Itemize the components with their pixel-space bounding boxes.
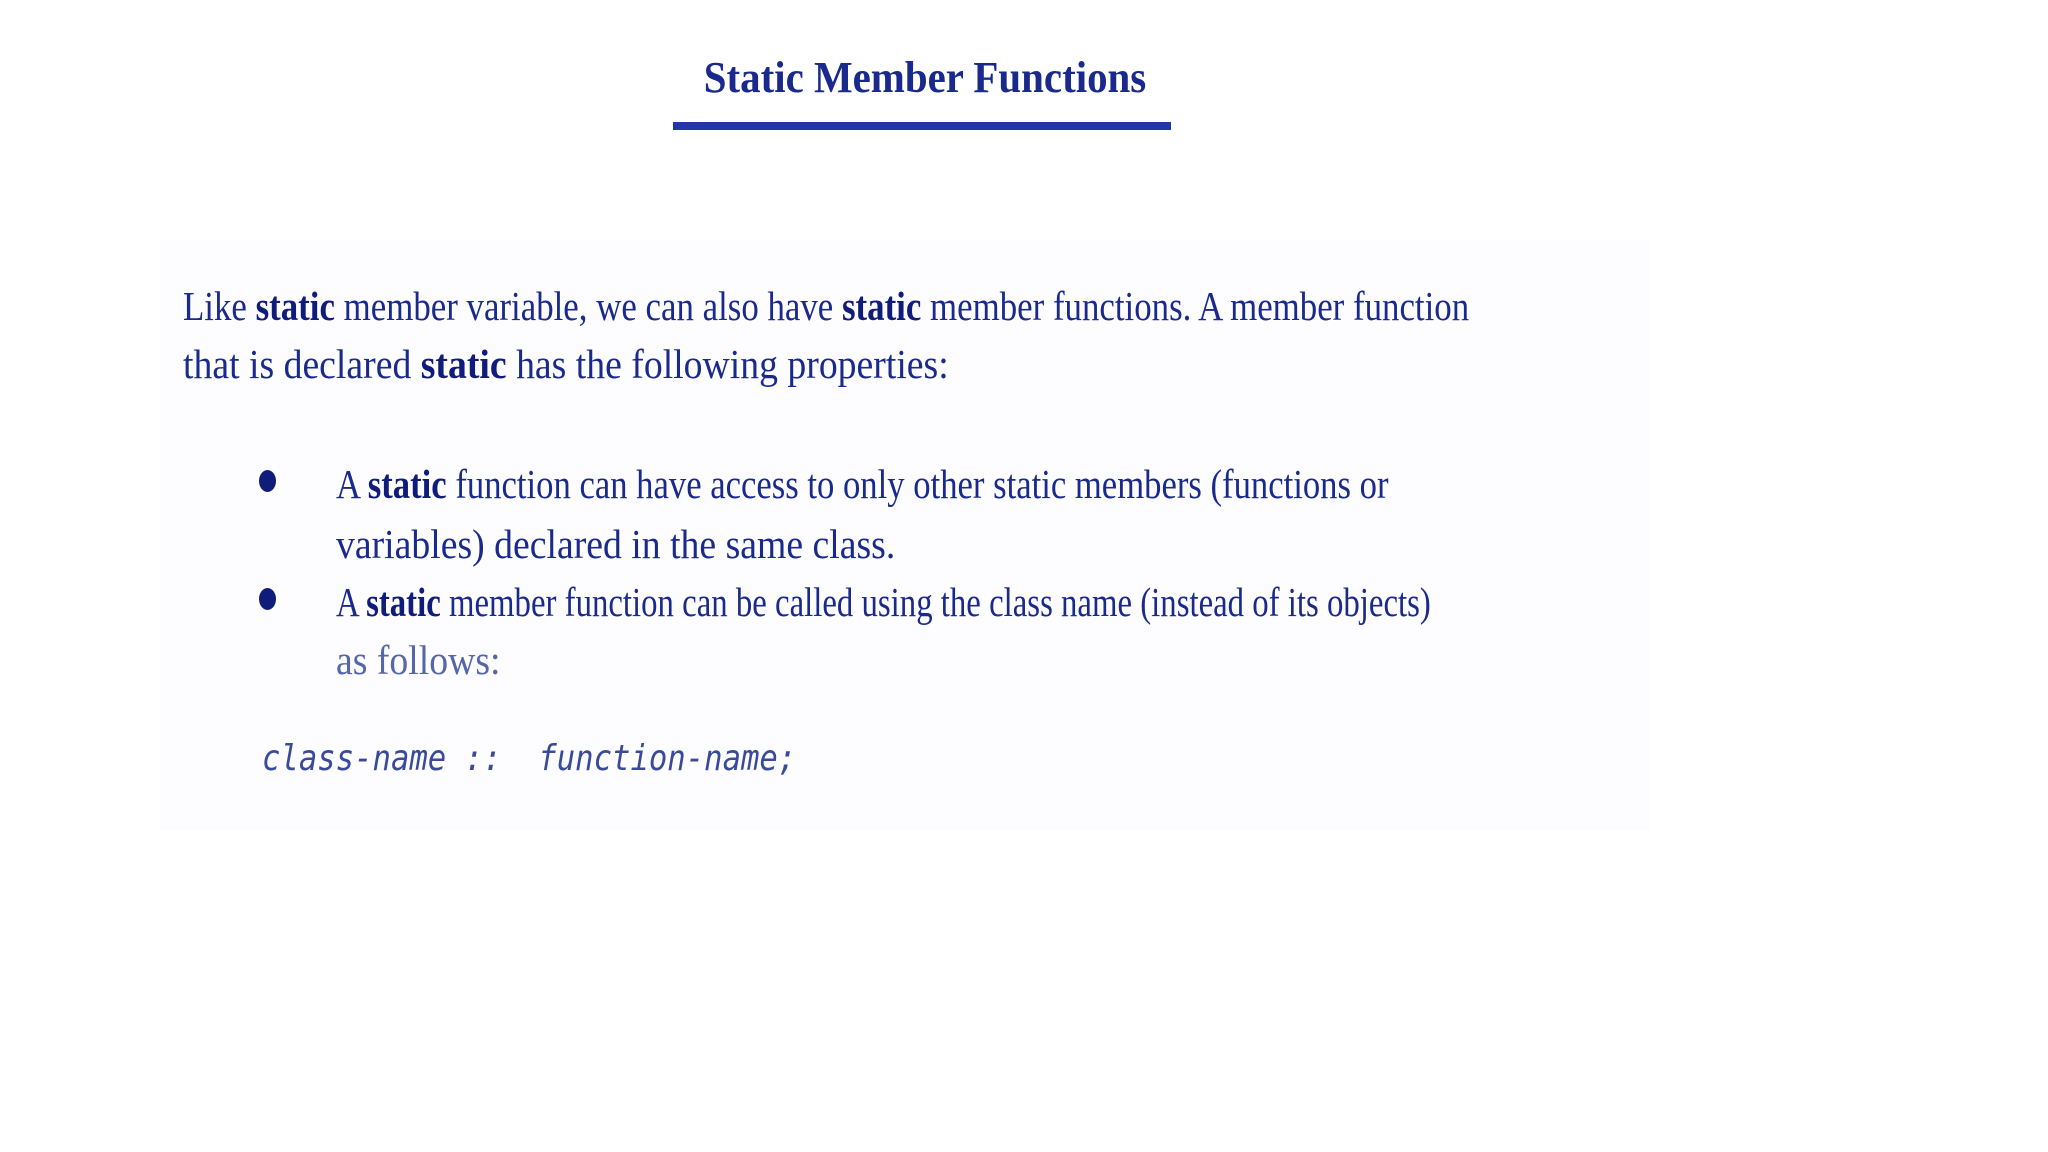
bullet-2-line-2: as follows: [336, 637, 501, 683]
code-syntax-example: class-name :: function-name; [262, 738, 797, 779]
bullet-2-keyword: static [366, 579, 441, 625]
intro-line-1-keyword-1: static [255, 283, 335, 329]
bullet-2-part-a: A [336, 579, 367, 625]
bullet-1-line-2: variables) declared in the same class. [336, 521, 896, 567]
intro-line-1-part-e: member functions. A member function [921, 283, 1470, 329]
intro-line-2 [183, 334, 1489, 394]
intro-line-2-keyword: static [420, 341, 507, 387]
intro-line-2-part-a: that is declared [183, 341, 421, 387]
bullet-2-part-c: member function can be called using the class name (instead of its objects) [440, 579, 1431, 625]
bullet-point-icon [259, 470, 276, 492]
bullet-1-keyword: static [367, 461, 447, 507]
intro-line-1-part-a: Like [183, 283, 256, 329]
bullet-1-part-c: function can have access to only other static members (functions or [446, 461, 1389, 507]
bullet-2-line-1 [336, 572, 1472, 632]
intro-line-1-keyword-2: static [841, 283, 922, 329]
page-title: Static Member Functions [703, 53, 1147, 102]
intro-line-1 [183, 276, 1470, 336]
bullet-1-line-1 [336, 454, 1536, 514]
bullet-1-part-a: A [336, 461, 368, 507]
bullet-point-icon [259, 588, 276, 610]
intro-line-1-part-c: member variable, we can also have [334, 283, 842, 329]
intro-line-2-part-c: has the following properties: [506, 341, 949, 387]
title-underline [673, 122, 1171, 130]
